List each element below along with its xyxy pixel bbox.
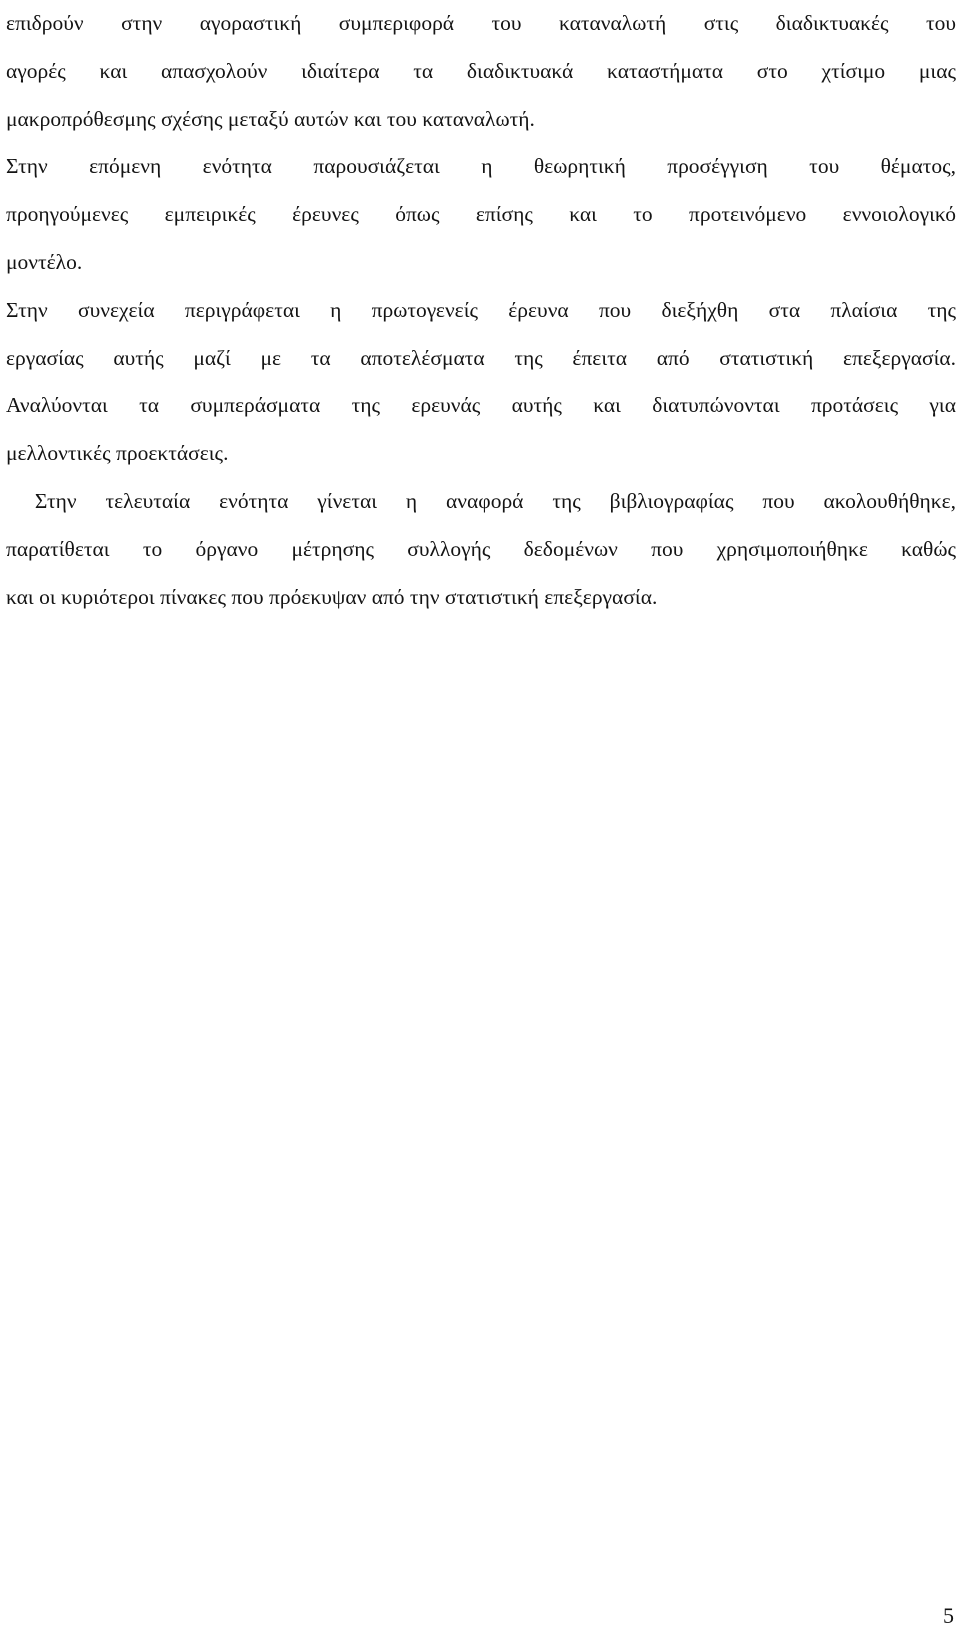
text-line-9: Αναλύονται τα συμπεράσματα της ερευνάς αυτής και διατυπώνονται προτάσεις για <box>6 393 956 418</box>
text-line-12: παρατίθεται το όργανο μέτρησης συλλογής δεδομένων που χρησιμοποιήθηκε καθώς <box>6 536 956 561</box>
text-line-13: και οι κυριότεροι πίνακες που πρόεκυψαν από την στατιστική επεξεργασία. <box>6 584 658 609</box>
text-line-10: μελλοντικές προεκτάσεις. <box>6 441 229 466</box>
body-text <box>6 0 956 621</box>
text-line-4: Στην επόμενη ενότητα παρουσιάζεται η θεωρητική προσέγγιση του θέματος, <box>6 154 956 179</box>
text-line-7: Στην συνεχεία περιγράφεται η πρωτογενείς έρευνα που διεξήχθη στα πλαίσια της <box>6 297 956 322</box>
text-line-5: προηγούμενες εμπειρικές έρευνες όπως επίσης και το προτεινόμενο εννοιολογικό <box>6 202 956 227</box>
text-line-8: εργασίας αυτής μαζί με τα αποτελέσματα της έπειτα από στατιστική επεξεργασία. <box>6 345 956 370</box>
text-line-1: επιδρούν στην αγοραστική συμπεριφορά του καταναλωτή στις διαδικτυακές του <box>6 11 956 35</box>
text-line-3: μακροπρόθεσμης σχέσης μεταξύ αυτών και του καταναλωτή. <box>6 106 535 131</box>
text-line-6: μοντέλο. <box>6 249 83 274</box>
page-number: 5 <box>943 1603 954 1628</box>
text-line-11: Στην τελευταία ενότητα γίνεται η αναφορά της βιβλιογραφίας που ακολουθήθηκε, <box>6 488 956 513</box>
text-line-2: αγορές και απασχολούν ιδιαίτερα τα διαδικτυακά καταστήματα στο χτίσιμο μιας <box>6 58 956 83</box>
